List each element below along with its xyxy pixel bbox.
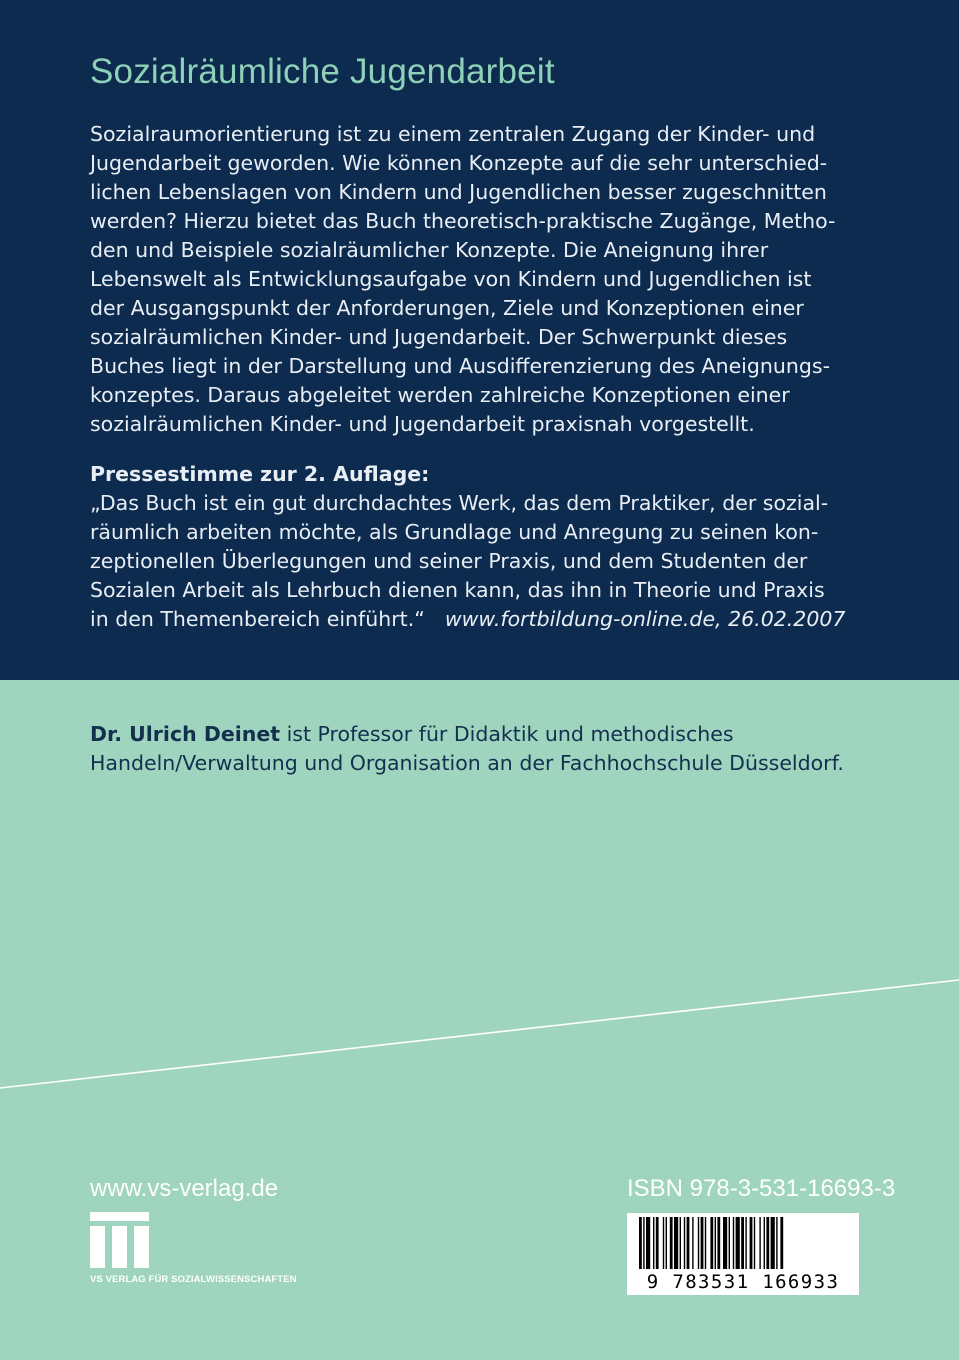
book-title: Sozialräumliche Jugendarbeit <box>90 52 555 91</box>
barcode-digits: 9 783531 166933 <box>646 1271 840 1293</box>
barcode-bar <box>776 1217 777 1269</box>
description-line: der Ausgangspunkt der Anforderungen, Ziele und Konzeptionen einer <box>90 296 804 320</box>
barcode-bar <box>692 1217 693 1269</box>
press-quote-line: Sozialen Arbeit als Lehrbuch dienen kann, das ihn in Theorie und Praxis <box>90 578 825 602</box>
barcode-bar <box>639 1217 642 1269</box>
barcode-bar <box>674 1217 678 1269</box>
barcode-bar <box>723 1217 727 1269</box>
author-bio-text: ist Professor für Didaktik und methodisches <box>280 722 734 746</box>
barcode-bar <box>754 1217 755 1269</box>
barcode-bar <box>643 1217 644 1269</box>
press-quote-line: „Das Buch ist ein gut durchdachtes Werk, das dem Praktiker, der sozial- <box>90 491 829 515</box>
book-description <box>90 120 890 439</box>
barcode-bar <box>663 1217 664 1269</box>
publisher-url: www.vs-verlag.de <box>90 1175 279 1202</box>
barcode-bar <box>710 1217 713 1269</box>
publisher-logo-icon <box>90 1212 150 1268</box>
barcode-bar <box>687 1217 690 1269</box>
barcode-bar <box>646 1217 650 1269</box>
barcode-bar <box>741 1217 744 1269</box>
barcode-bar <box>656 1217 659 1269</box>
description-line: werden? Hierzu bietet das Buch theoretisch-praktische Zugänge, Metho- <box>90 209 836 233</box>
description-line: sozialräumlichen Kinder- und Jugendarbeit. Der Schwerpunkt dieses <box>90 325 788 349</box>
author-bio-line: Handeln/Verwaltung und Organisation an der Fachhochschule Düsseldorf. <box>90 751 844 775</box>
barcode-bar <box>736 1217 740 1269</box>
description-line: Sozialraumorientierung ist zu einem zentralen Zugang der Kinder- und <box>90 122 816 146</box>
press-quote-line: zeptionellen Überlegungen und seiner Praxis, und dem Studenten der <box>90 549 808 573</box>
description-line: lichen Lebenslagen von Kindern und Jugendlichen besser zugeschnitten <box>90 180 827 204</box>
press-source: www.fortbildung-online.de, 26.02.2007 <box>444 607 846 631</box>
barcode-bar <box>705 1217 706 1269</box>
barcode <box>627 1213 859 1295</box>
barcode-bar <box>701 1217 704 1269</box>
description-line: Jugendarbeit geworden. Wie können Konzepte auf die sehr unterschied- <box>90 151 828 175</box>
barcode-bar <box>745 1217 746 1269</box>
barcode-bar <box>750 1217 753 1269</box>
author-name: Dr. Ulrich Deinet <box>90 722 281 746</box>
description-line: sozialräumlichen Kinder- und Jugendarbeit praxisnah vorgestellt. <box>90 412 755 436</box>
press-quote-last-line <box>90 605 890 634</box>
barcode-bar <box>666 1217 667 1269</box>
barcode-bar <box>670 1217 673 1269</box>
press-quote-end: in den Themenbereich einführt.“ <box>90 607 425 631</box>
barcode-bar <box>715 1217 716 1269</box>
press-review-heading: Pressestimme zur 2. Auflage: <box>90 462 430 486</box>
barcode-bar <box>717 1217 720 1269</box>
bottom-panel <box>0 680 959 1360</box>
barcode-bars <box>627 1213 859 1273</box>
press-quote-line: räumlich arbeiten möchte, als Grundlage und Anregung zu seinen kon- <box>90 520 819 544</box>
publisher-name: VS VERLAG FÜR SOZIALWISSENSCHAFTEN <box>90 1274 297 1285</box>
description-line: Buches liegt in der Darstellung und Ausdifferenzierung des Aneignungs- <box>90 354 830 378</box>
barcode-bar <box>766 1217 769 1269</box>
author-bio-line <box>90 720 910 749</box>
description-line: Lebenswelt als Entwicklungsaufgabe von Kindern und Jugendlichen ist <box>90 267 812 291</box>
barcode-bar <box>653 1217 654 1269</box>
barcode-bar <box>764 1217 765 1269</box>
description-line: konzeptes. Daraus abgeleitet werden zahlreiche Konzeptionen einer <box>90 383 790 407</box>
barcode-bar <box>780 1217 783 1269</box>
barcode-bar <box>771 1217 775 1269</box>
press-review <box>90 460 890 634</box>
barcode-bar <box>698 1217 699 1269</box>
isbn-label: ISBN 978-3-531-16693-3 <box>627 1175 896 1202</box>
description-line: den und Beispiele sozialräumlicher Konzepte. Die Aneignung ihrer <box>90 238 769 262</box>
author-bio <box>90 720 910 778</box>
barcode-bar <box>733 1217 734 1269</box>
barcode-bar <box>684 1217 685 1269</box>
barcode-bar <box>729 1217 730 1269</box>
barcode-bar <box>759 1217 760 1269</box>
barcode-bar <box>680 1217 681 1269</box>
